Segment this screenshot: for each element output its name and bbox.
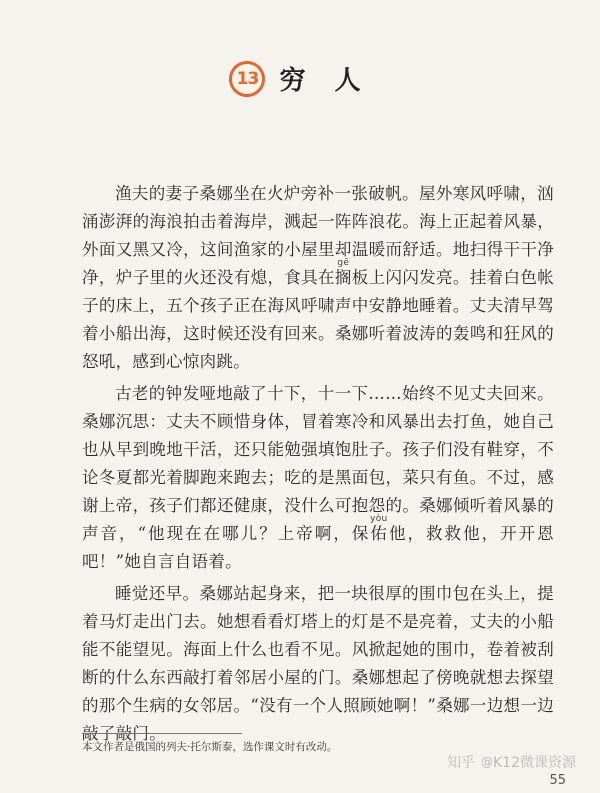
lesson-body: [82, 180, 554, 752]
lesson-number-badge: [229, 61, 265, 97]
watermark-site: 知乎: [447, 755, 475, 771]
paragraph-1: 渔夫的妻子桑娜坐在火炉旁补一张破帆。屋外寒风呼啸，汹涌澎湃的海浪拍击着海岸，溅起一阵阵浪花。海上正起着风暴，外面又黑又冷，这间渔家的小屋里却温暖而舒适。地扫得干干净净，炉子里的火还没有熄，食具在搁gē板上闪闪发亮。挂着白色帐子的床上，五个孩子正在海风呼啸声中安静地睡着。丈夫清早驾着小船出海，这时候还没有回来。桑娜听着波涛的轰鸣和狂风的怒吼，感到心惊肉跳。: [82, 184, 554, 371]
watermark-at: @: [481, 755, 493, 769]
footnote: 本文作者是俄国的列夫·托尔斯泰，选作课文时有改动。: [82, 741, 338, 753]
paragraph-2: 古老的钟发哑地敲了十下，十一下……始终不见丈夫回来。桑娜沉思：丈夫不顾惜身体，冒着寒冷和风暴出去打鱼，她自己也从早到晚地干活，还只能勉强填饱肚子。孩子们没有鞋穿，不论冬夏都光着脚跑来跑去；吃的是黑面包，菜只有鱼。不过，感谢上帝，孩子们都还健康，没什么可抱怨的。桑娜倾听着风暴的声音，“他现在在哪儿？上帝啊，保佑yòu他，救救他，开开恩吧！”她自言自语着。: [82, 384, 554, 571]
lesson-title: 穷 人: [279, 66, 371, 96]
page-number: 55: [549, 773, 566, 788]
pinyin-annotation: 佑yòu: [370, 514, 388, 543]
lesson-header: [0, 60, 600, 97]
footnote-divider: [82, 733, 242, 734]
watermark: [447, 752, 576, 772]
lesson-number: 13: [236, 68, 259, 89]
pinyin-annotation: 搁gē: [334, 258, 352, 287]
watermark-account: K12微课资源: [493, 755, 576, 771]
paragraph-3: 睡觉还早。桑娜站起身来，把一块很厚的围巾包在头上，提着马灯走出门去。她想看看灯塔上的灯是不是亮着，丈夫的小船能不能望见。海面上什么也看不见。风掀起她的围巾，卷着被刮断的什么东西敲打着邻居小屋的门。桑娜想起了傍晚就想去探望的那个生病的女邻居。“没有一个人照顾她啊！”桑娜一边想一边敲了敲门。: [82, 584, 554, 743]
